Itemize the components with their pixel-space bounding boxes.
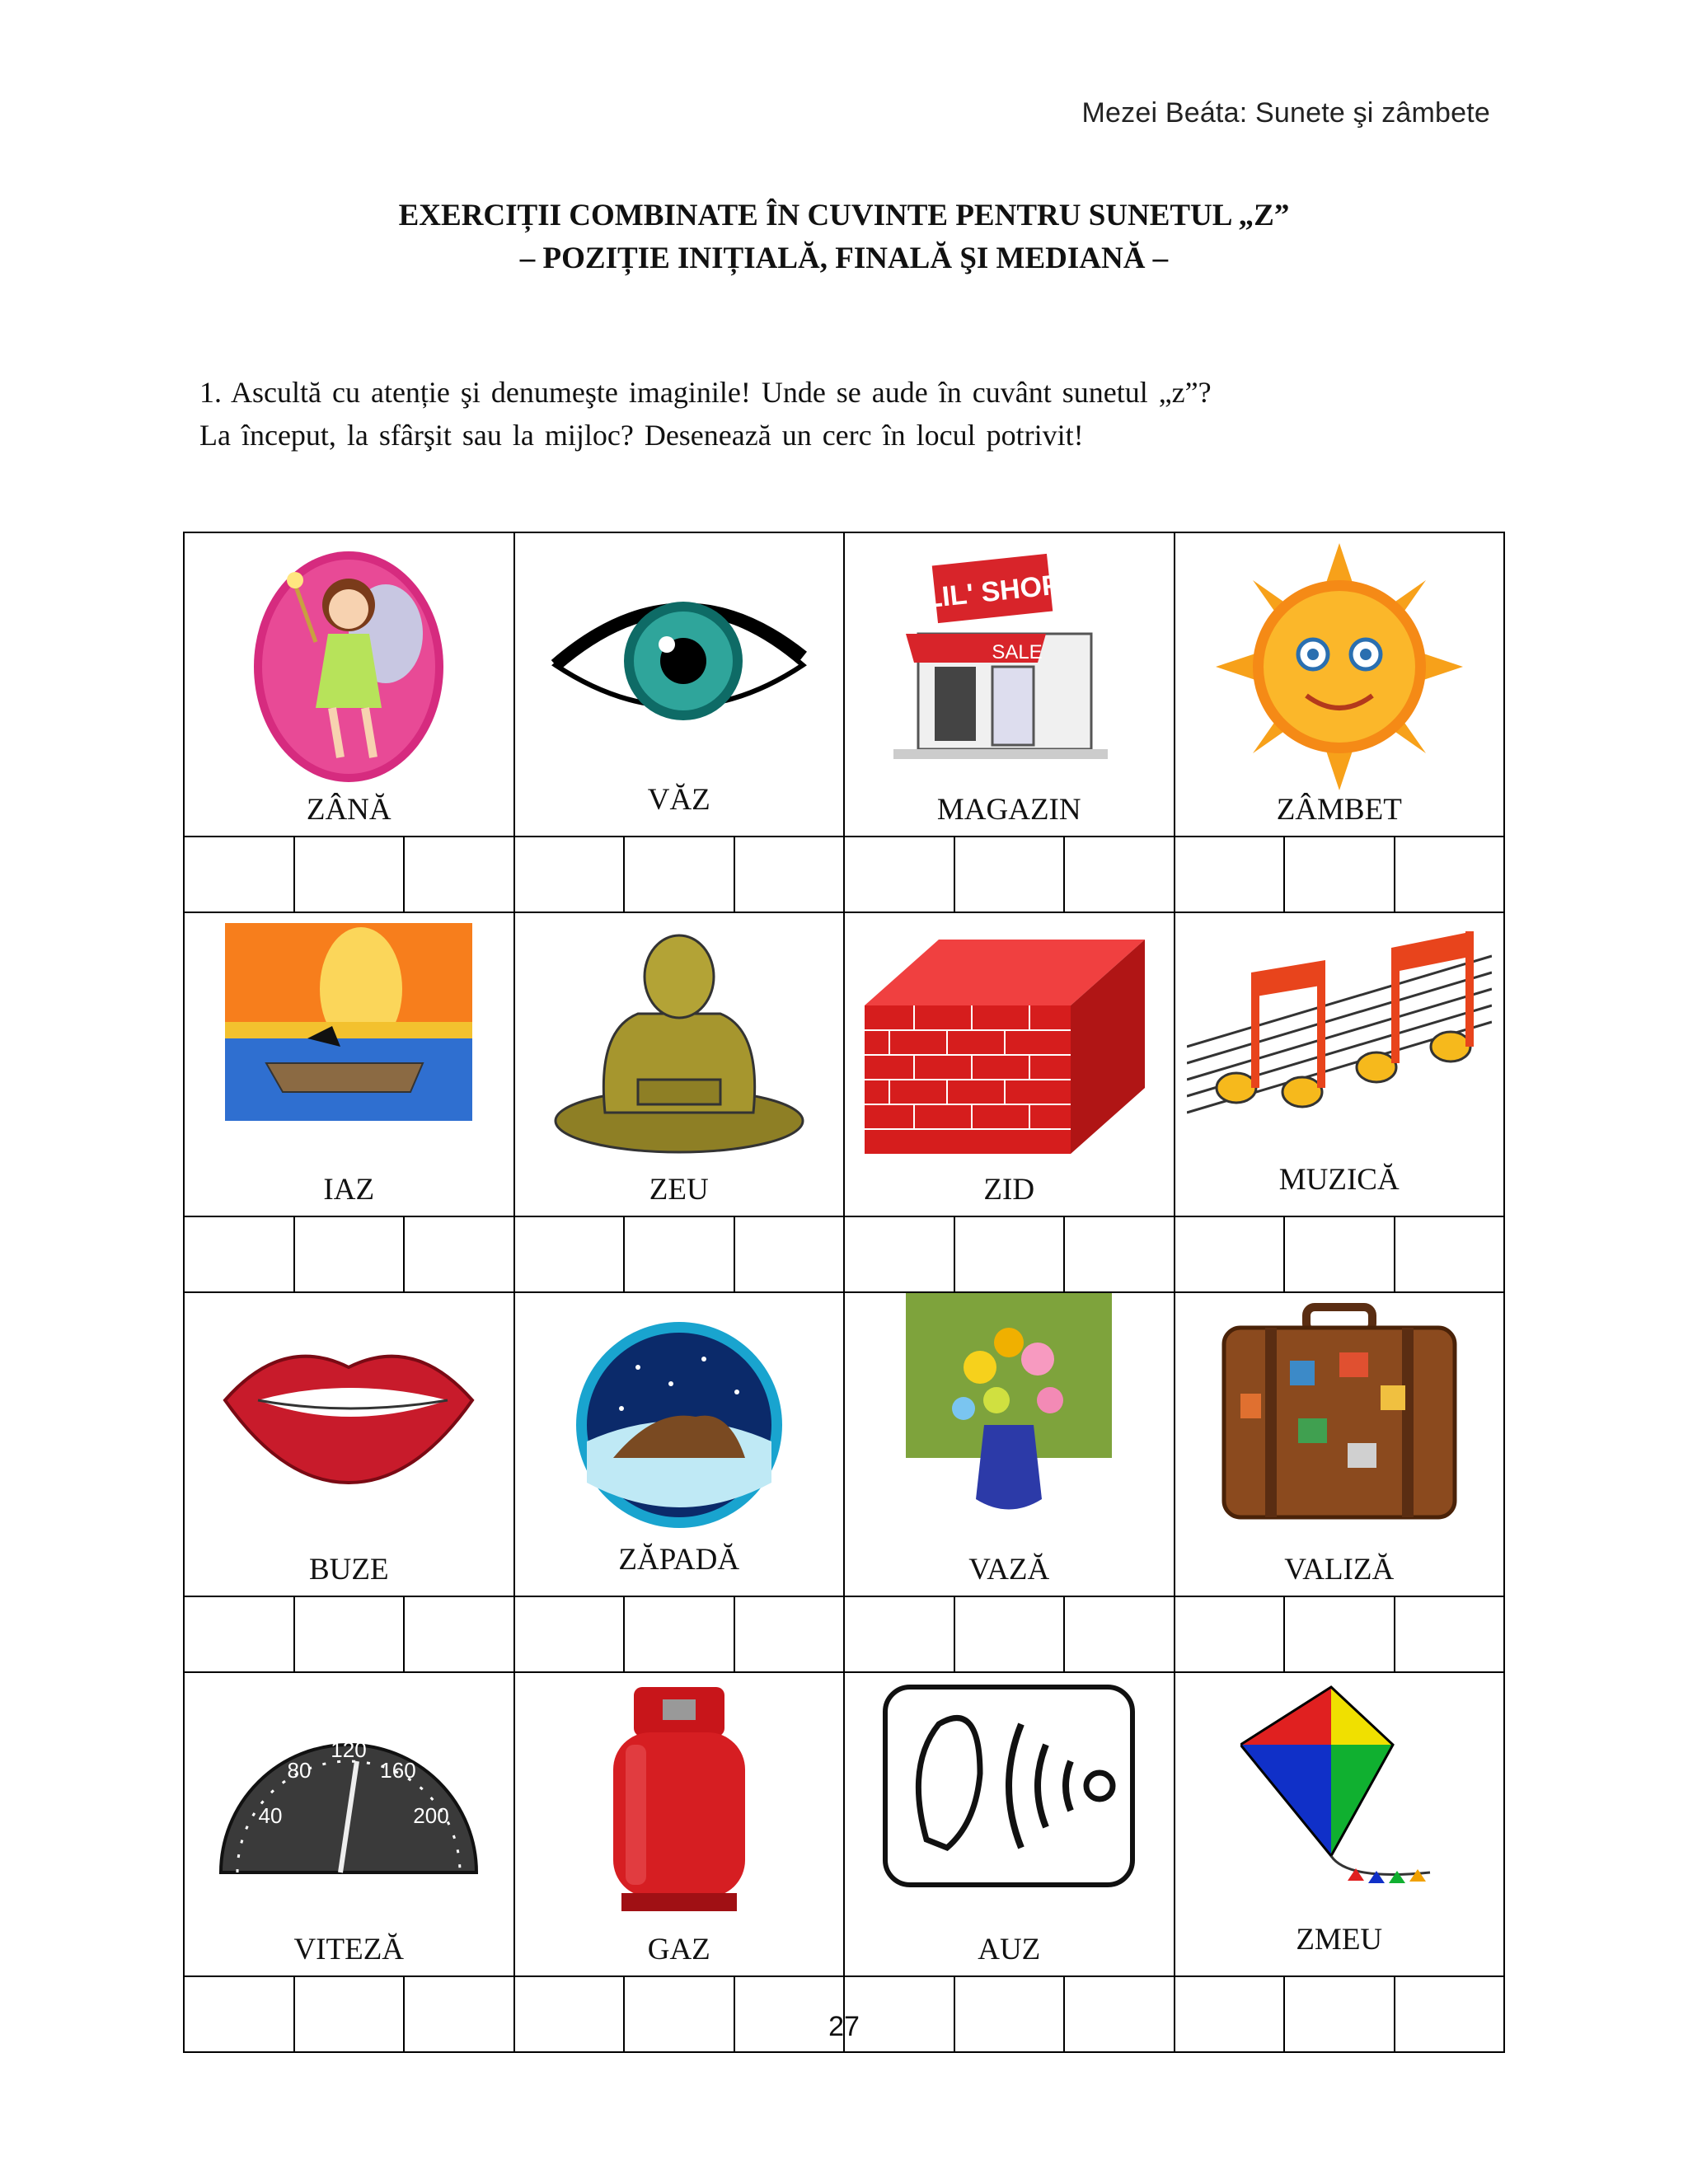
word-cell	[514, 1672, 845, 1976]
kite-icon	[1240, 1683, 1438, 1897]
answer-box[interactable]	[514, 1216, 625, 1292]
answer-box[interactable]	[624, 1596, 734, 1672]
suitcase-icon	[1216, 1303, 1463, 1526]
svg-text:SALE: SALE	[992, 641, 1043, 663]
answer-box[interactable]	[1395, 837, 1505, 912]
word-label: ZÂMBET	[1276, 793, 1402, 827]
answer-box[interactable]	[1284, 1216, 1395, 1292]
answer-box[interactable]	[294, 1596, 405, 1672]
word-label: VITEZĂ	[293, 1933, 405, 1966]
answer-box[interactable]	[1064, 837, 1175, 912]
pond-sunset-icon	[225, 923, 472, 1121]
answer-box[interactable]	[184, 1216, 294, 1292]
page-number: 27	[828, 2011, 860, 2042]
word-cell	[1175, 912, 1505, 1216]
svg-text:200: 200	[413, 1803, 449, 1828]
answer-box[interactable]	[184, 837, 294, 912]
word-label: GAZ	[647, 1933, 710, 1966]
svg-text:160: 160	[380, 1758, 416, 1783]
answer-box[interactable]	[1284, 1596, 1395, 1672]
answer-box[interactable]	[404, 1596, 514, 1672]
answer-box[interactable]	[1284, 837, 1395, 912]
title-line-1: EXERCIȚII COMBINATE ÎN CUVINTE PENTRU SUNETUL „Z”	[398, 199, 1290, 232]
music-notes-icon	[1187, 923, 1492, 1137]
answer-box[interactable]	[734, 1216, 845, 1292]
answer-box[interactable]	[404, 837, 514, 912]
word-label: ZĂPADĂ	[618, 1543, 740, 1577]
word-label: VAZĂ	[968, 1553, 1050, 1586]
word-cell	[844, 1672, 1175, 1976]
word-cell	[844, 1292, 1175, 1596]
word-label: MUZICĂ	[1278, 1163, 1400, 1197]
word-cell	[1175, 1672, 1505, 1976]
brick-wall-icon	[865, 923, 1153, 1154]
word-label: BUZE	[308, 1553, 389, 1586]
answer-box[interactable]	[1175, 837, 1285, 912]
snow-globe-icon	[572, 1318, 786, 1532]
fairy-icon	[250, 543, 448, 790]
exercise-grid	[183, 532, 1505, 2053]
answer-box[interactable]	[1395, 1596, 1505, 1672]
answer-box[interactable]	[844, 837, 954, 912]
vase-flowers-icon	[906, 1293, 1112, 1524]
answer-box[interactable]	[1395, 1216, 1505, 1292]
instruction-line-1: 1. Ascultă cu atenție şi denumeşte imaginile! Unde se aude în cuvânt sunetul „z”?	[199, 376, 1212, 409]
word-label: ZEU	[649, 1173, 709, 1207]
word-cell	[1175, 532, 1505, 837]
word-cell	[1175, 1292, 1505, 1596]
svg-text:80: 80	[287, 1758, 312, 1783]
answer-box[interactable]	[954, 1596, 1065, 1672]
word-cell	[184, 1672, 514, 1976]
word-cell	[514, 1292, 845, 1596]
answer-box[interactable]	[294, 1216, 405, 1292]
word-cell	[514, 912, 845, 1216]
answer-box[interactable]	[734, 837, 845, 912]
title-line-2: – POZIȚIE INIȚIALĂ, FINALĂ ŞI MEDIANĂ –	[519, 241, 1169, 275]
answer-box[interactable]	[514, 1596, 625, 1672]
answer-box[interactable]	[1175, 1216, 1285, 1292]
word-cell	[514, 532, 845, 837]
eye-icon	[547, 566, 811, 748]
answer-box[interactable]	[844, 1596, 954, 1672]
answer-box[interactable]	[624, 837, 734, 912]
smiling-sun-icon	[1216, 543, 1463, 790]
answer-box[interactable]	[624, 1216, 734, 1292]
answer-box[interactable]	[844, 1216, 954, 1292]
word-label: AUZ	[978, 1933, 1041, 1966]
svg-text:40: 40	[258, 1803, 283, 1828]
lips-icon	[217, 1318, 481, 1516]
answer-box[interactable]	[294, 837, 405, 912]
gas-cylinder-icon	[597, 1683, 762, 1914]
answer-box[interactable]	[1064, 1216, 1175, 1292]
word-label: ZMEU	[1296, 1923, 1383, 1957]
page-header: Mezei Beáta: Sunete şi zâmbete	[1081, 97, 1490, 129]
answer-box[interactable]	[1064, 1596, 1175, 1672]
answer-box[interactable]	[404, 1216, 514, 1292]
hearing-ear-icon	[881, 1683, 1137, 1889]
answer-box[interactable]	[184, 1596, 294, 1672]
answer-box[interactable]	[514, 837, 625, 912]
word-cell	[184, 1292, 514, 1596]
answer-box[interactable]	[954, 1216, 1065, 1292]
word-cell	[184, 912, 514, 1216]
word-cell	[844, 912, 1175, 1216]
word-label: MAGAZIN	[936, 793, 1081, 827]
answer-box[interactable]	[734, 1596, 845, 1672]
word-label: VALIZĂ	[1284, 1553, 1395, 1586]
word-label: IAZ	[323, 1173, 375, 1207]
word-label: VĂZ	[647, 783, 710, 817]
instruction-line-2: La început, la sfârşit sau la mijloc? Desenează un cerc în locul potrivit!	[199, 419, 1084, 452]
word-cell	[184, 532, 514, 837]
shop-icon	[885, 543, 1132, 766]
word-label: ZID	[983, 1173, 1035, 1207]
word-label: ZÂNĂ	[306, 793, 392, 827]
svg-text:LIL' SHOP: LIL' SHOP	[923, 569, 1062, 615]
answer-box[interactable]	[954, 837, 1065, 912]
answer-box[interactable]	[1175, 1596, 1285, 1672]
buddha-statue-icon	[547, 923, 811, 1154]
word-cell	[844, 532, 1175, 837]
speedometer-icon	[213, 1683, 485, 1881]
svg-text:120: 120	[331, 1737, 367, 1762]
